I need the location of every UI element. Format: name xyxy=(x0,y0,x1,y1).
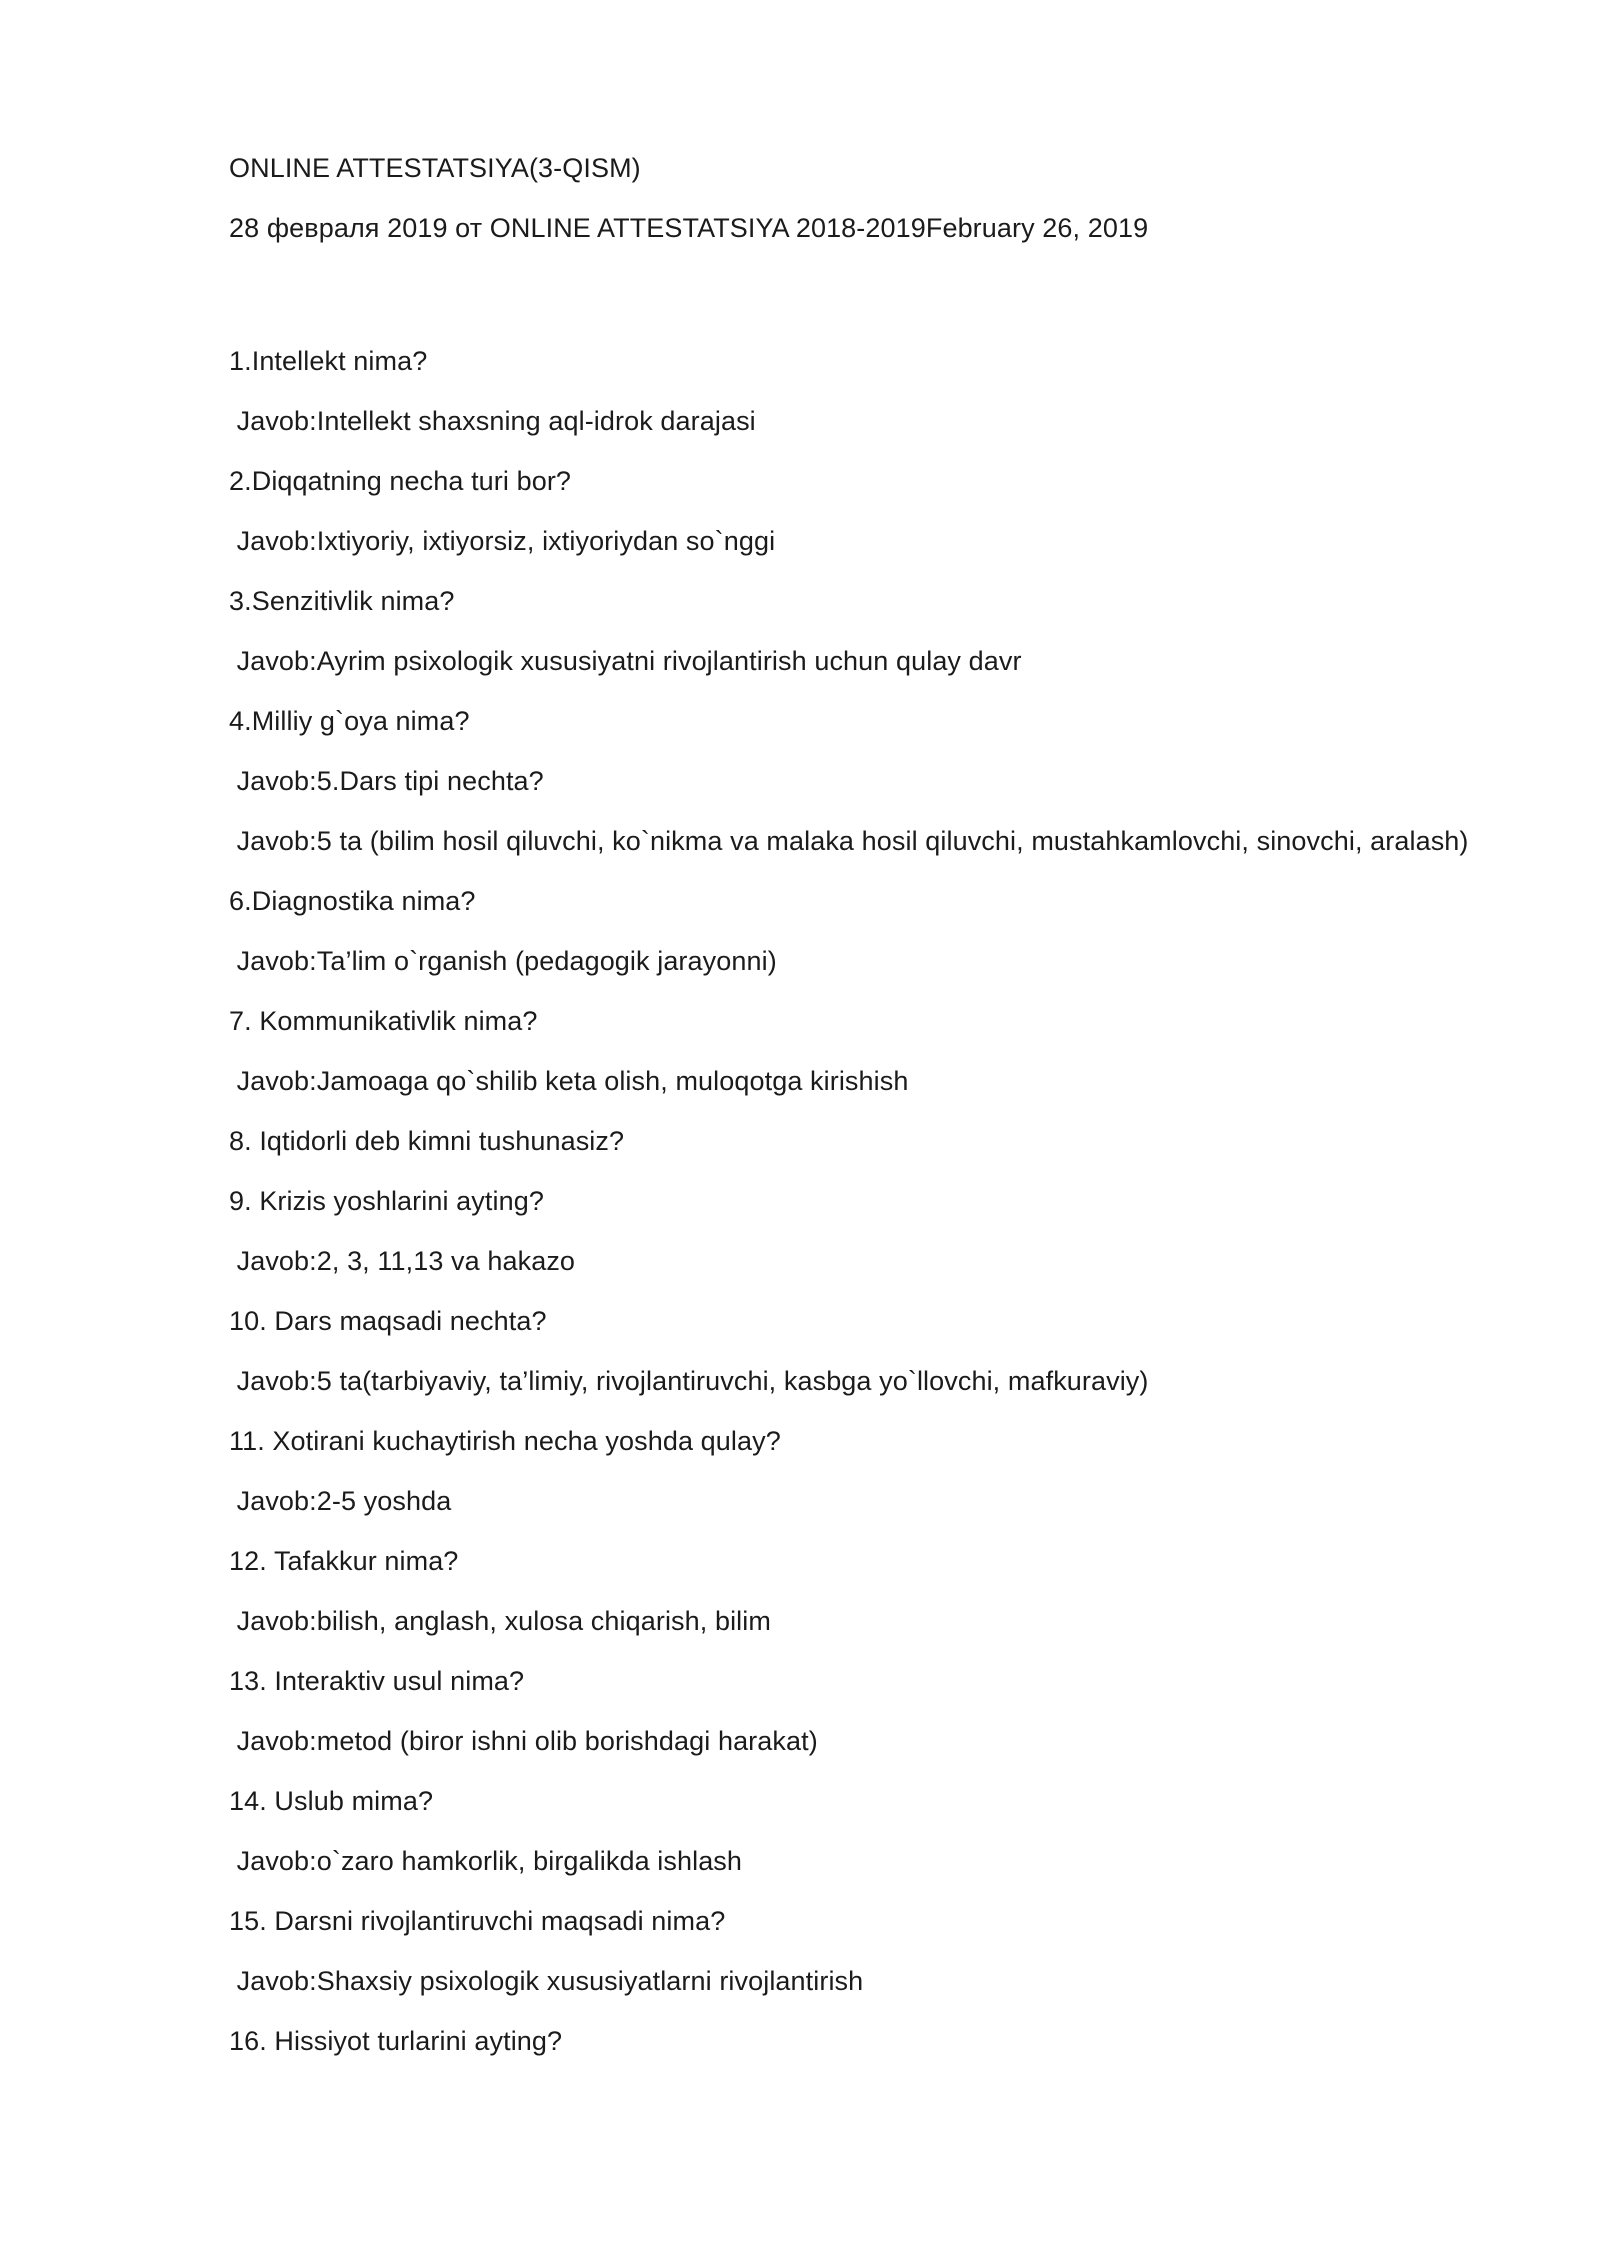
answer-line: Javob:Jamoaga qo`shilib keta olish, muloqotga kirishish xyxy=(229,1066,909,1096)
question-line: 4.Milliy g`oya nima? xyxy=(229,706,470,736)
question-line: 13. Interaktiv usul nima? xyxy=(229,1666,525,1696)
question-line: 10. Dars maqsadi nechta? xyxy=(229,1306,547,1336)
question-line: 14. Uslub mima? xyxy=(229,1786,434,1816)
question-line: 15. Darsni rivojlantiruvchi maqsadi nima? xyxy=(229,1906,726,1936)
question-line: 6.Diagnostika nima? xyxy=(229,886,476,916)
question-line: 9. Krizis yoshlarini ayting? xyxy=(229,1186,544,1216)
answer-line: Javob:5 ta(tarbiyaviy, ta’limiy, rivojlantiruvchi, kasbga yo`llovchi, mafkuraviy) xyxy=(229,1366,1149,1396)
answer-line: Javob:Shaxsiy psixologik xususiyatlarni rivojlantirish xyxy=(229,1966,864,1996)
document-date-line: 28 февраля 2019 от ONLINE ATTESTATSIYA 2018-2019February 26, 2019 xyxy=(229,213,1149,243)
answer-line: Javob:5.Dars tipi nechta? xyxy=(229,766,544,796)
answer-line: Javob:5 ta (bilim hosil qiluvchi, ko`nikma va malaka hosil qiluvchi, mustahkamlovchi, sinovchi, aralash) xyxy=(229,826,1469,856)
question-line: 1.Intellekt nima? xyxy=(229,346,428,376)
answer-line: Javob:Ayrim psixologik xususiyatni rivojlantirish uchun qulay davr xyxy=(229,646,1022,676)
answer-line: Javob:bilish, anglash, xulosa chiqarish, bilim xyxy=(229,1606,771,1636)
answer-line: Javob:Intellekt shaxsning aql-idrok darajasi xyxy=(229,406,756,436)
question-line: 11. Xotirani kuchaytirish necha yoshda qulay? xyxy=(229,1426,781,1456)
document-title: ONLINE ATTESTATSIYA(3-QISM) xyxy=(229,153,641,183)
answer-line: Javob:Ixtiyoriy, ixtiyorsiz, ixtiyoriydan so`nggi xyxy=(229,526,776,556)
question-line: 2.Diqqatning necha turi bor? xyxy=(229,466,572,496)
question-line: 8. Iqtidorli deb kimni tushunasiz? xyxy=(229,1126,625,1156)
question-line: 16. Hissiyot turlarini ayting? xyxy=(229,2026,563,2056)
document-body xyxy=(229,343,1540,2059)
answer-line: Javob:metod (biror ishni olib borishdagi harakat) xyxy=(229,1726,818,1756)
question-line: 12. Tafakkur nima? xyxy=(229,1546,459,1576)
question-line: 7. Kommunikativlik nima? xyxy=(229,1006,538,1036)
question-line: 3.Senzitivlik nima? xyxy=(229,586,455,616)
answer-line: Javob:2-5 yoshda xyxy=(229,1486,452,1516)
answer-line: Javob:Ta’lim o`rganish (pedagogik jarayonni) xyxy=(229,946,777,976)
answer-line: Javob:2, 3, 11,13 va hakazo xyxy=(229,1246,576,1276)
answer-line: Javob:o`zaro hamkorlik, birgalikda ishlash xyxy=(229,1846,743,1876)
